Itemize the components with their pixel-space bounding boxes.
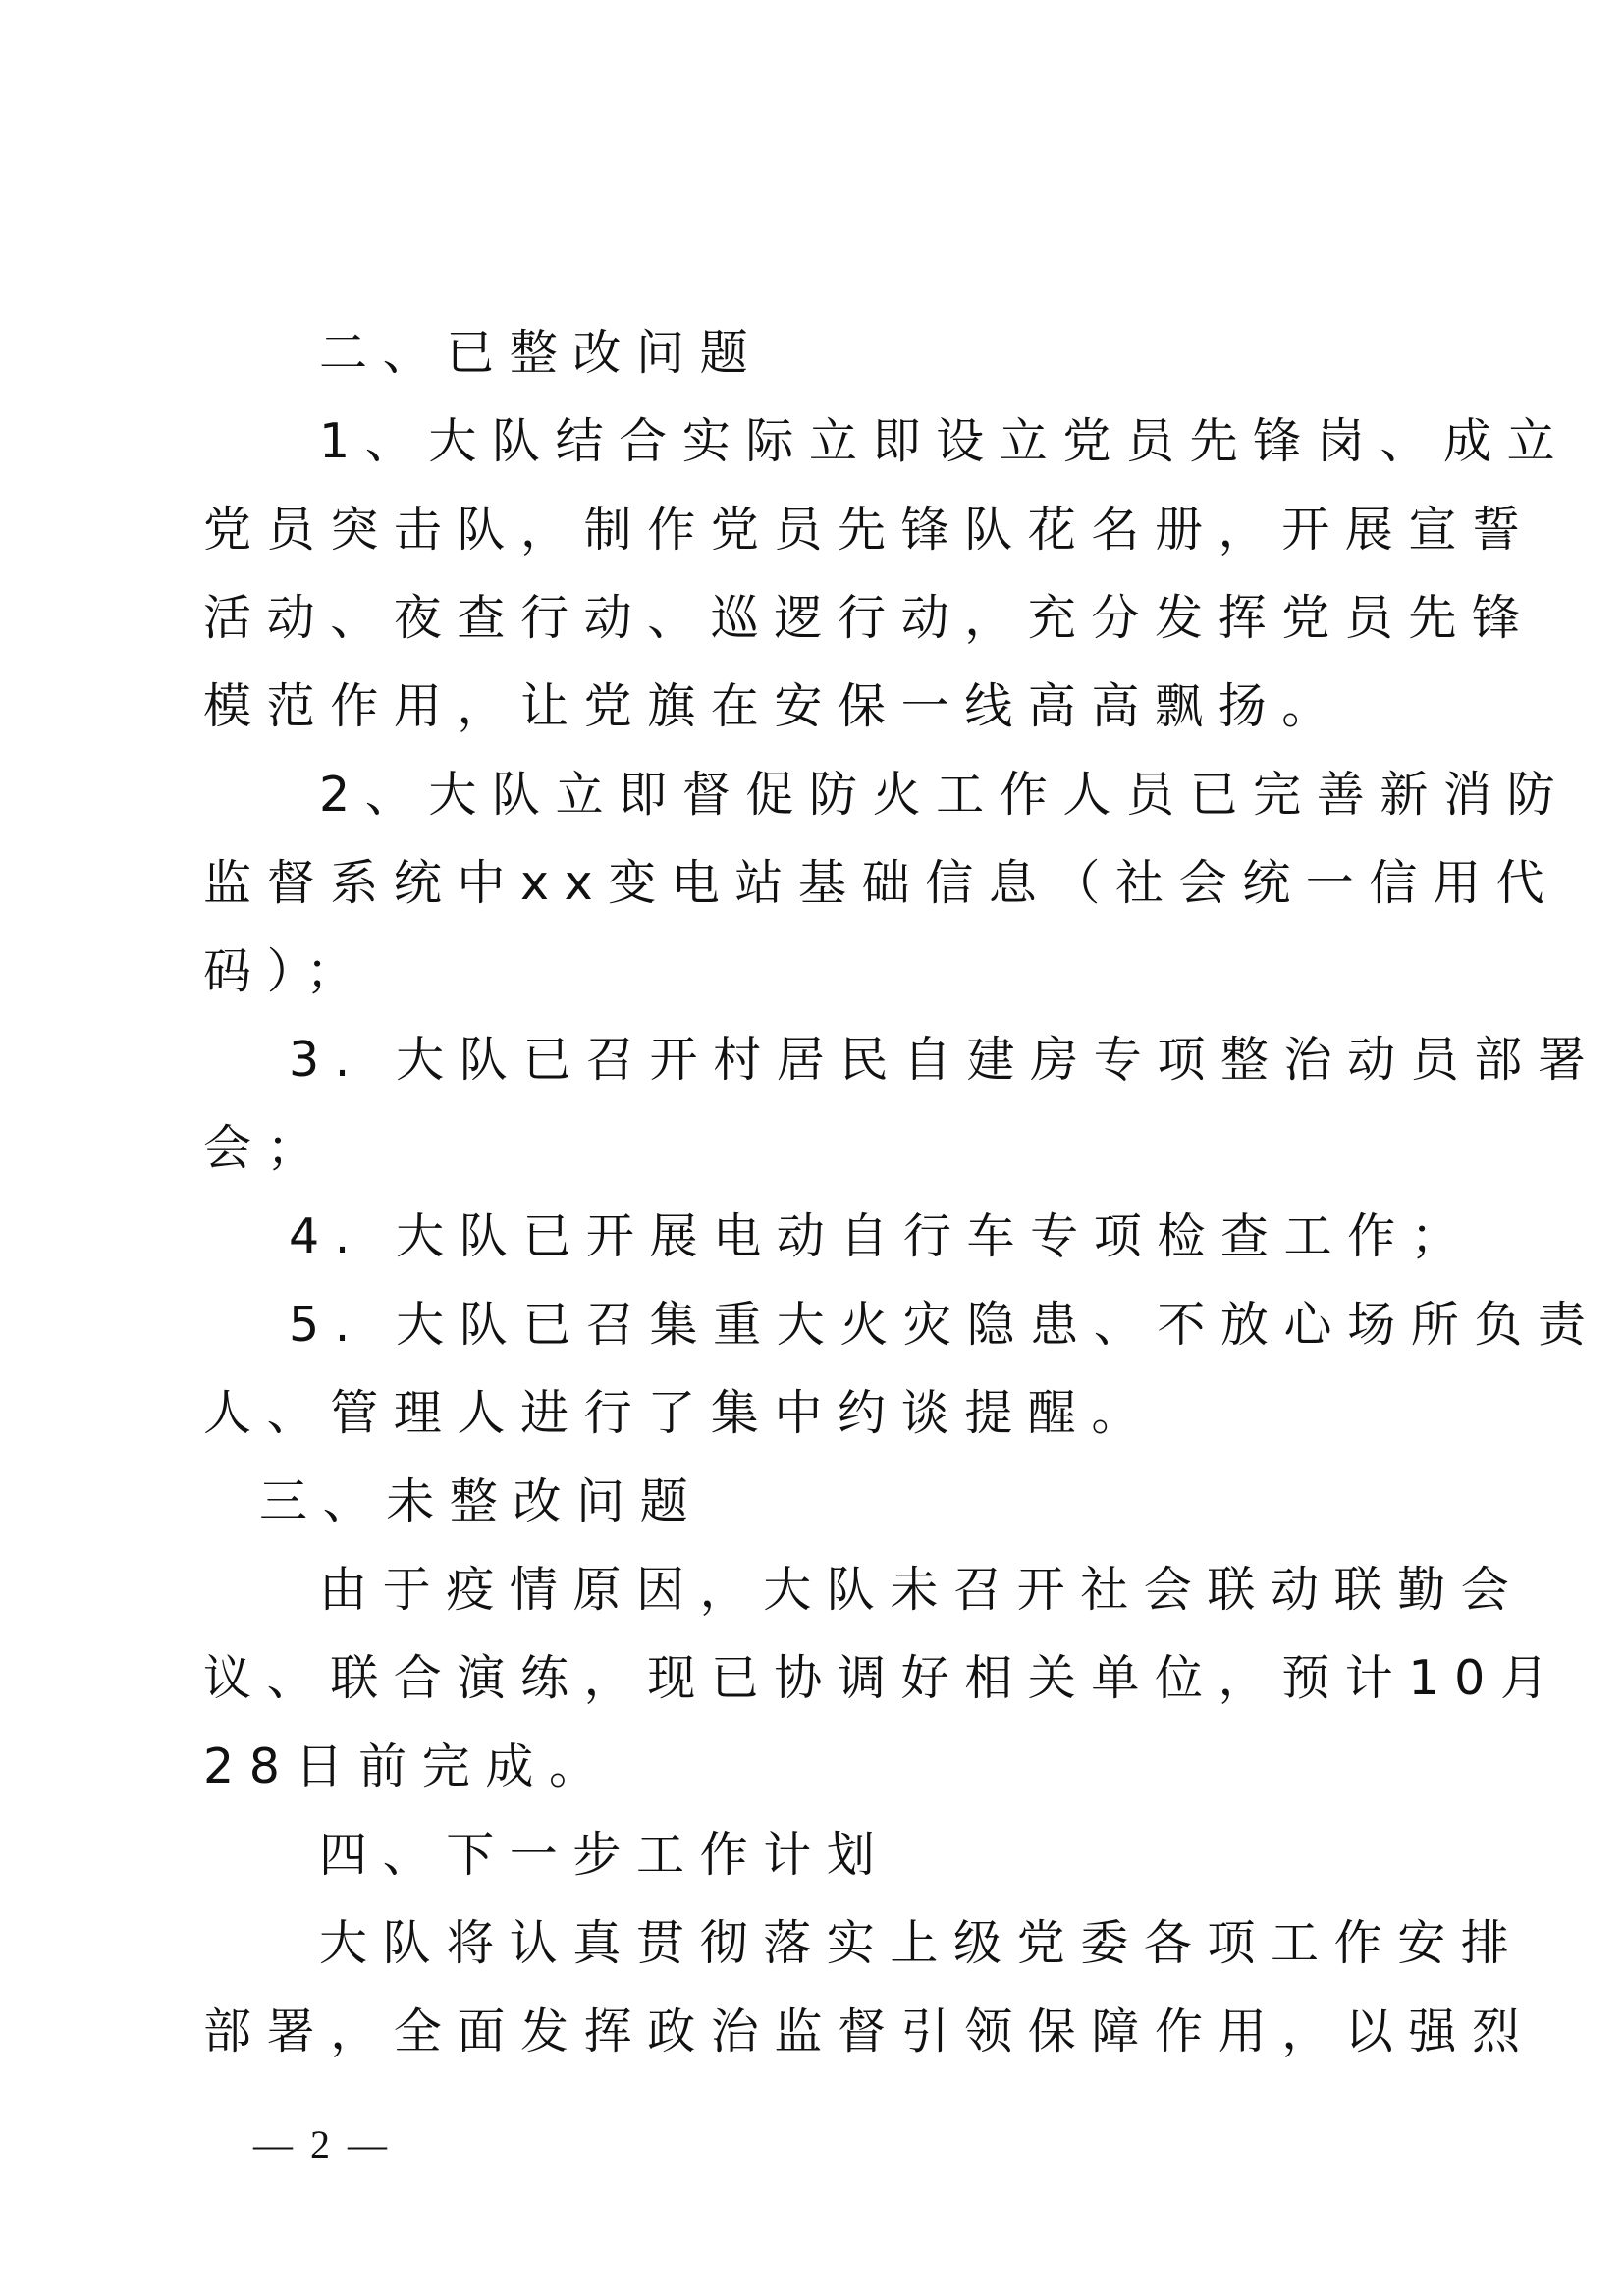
heading-rectified-issues: 二、已整改问题 bbox=[319, 325, 764, 381]
page-number: — 2 — bbox=[253, 2122, 391, 2166]
item-3-line-1: 3. 大队已召开村居民自建房专项整治动员部署 bbox=[289, 1032, 1601, 1088]
item-1-line-1: 1、大队结合实际立即设立党员先锋岗、成立 bbox=[319, 413, 1571, 469]
item-5-line-2: 人、管理人进行了集中约谈提醒。 bbox=[203, 1385, 1156, 1441]
unrectified-line-1: 由于疫情原因，大队未召开社会联动联勤会 bbox=[319, 1562, 1525, 1618]
item-2-line-1: 2、大队立即督促防火工作人员已完善新消防 bbox=[319, 767, 1571, 823]
heading-unrectified-issues: 三、未整改问题 bbox=[259, 1473, 704, 1529]
item-2-line-3: 码）； bbox=[203, 943, 370, 999]
item-2-line-2: 监督系统中xx变电站基础信息（社会统一信用代 bbox=[203, 855, 1560, 911]
item-1-line-3: 活动、夜查行动、巡逻行动，充分发挥党员先锋 bbox=[203, 590, 1536, 646]
unrectified-line-3: 28日前完成。 bbox=[203, 1738, 613, 1794]
item-5-line-1: 5. 大队已召集重大火灾隐患、不放心场所负责 bbox=[289, 1297, 1601, 1353]
item-4-line-1: 4. 大队已开展电动自行车专项检查工作； bbox=[289, 1208, 1475, 1264]
next-steps-line-1: 大队将认真贯彻落实上级党委各项工作安排 bbox=[319, 1915, 1525, 1971]
unrectified-line-2: 议、联合演练，现已协调好相关单位，预计10月 bbox=[203, 1650, 1564, 1706]
item-1-line-4: 模范作用，让党旗在安保一线高高飘扬。 bbox=[203, 678, 1345, 734]
heading-next-steps: 四、下一步工作计划 bbox=[319, 1827, 891, 1883]
item-3-line-2: 会； bbox=[203, 1120, 331, 1176]
next-steps-line-2: 部署，全面发挥政治监督引领保障作用，以强烈 bbox=[203, 2003, 1536, 2059]
item-1-line-2: 党员突击队，制作党员先锋队花名册，开展宣誓 bbox=[203, 502, 1536, 558]
